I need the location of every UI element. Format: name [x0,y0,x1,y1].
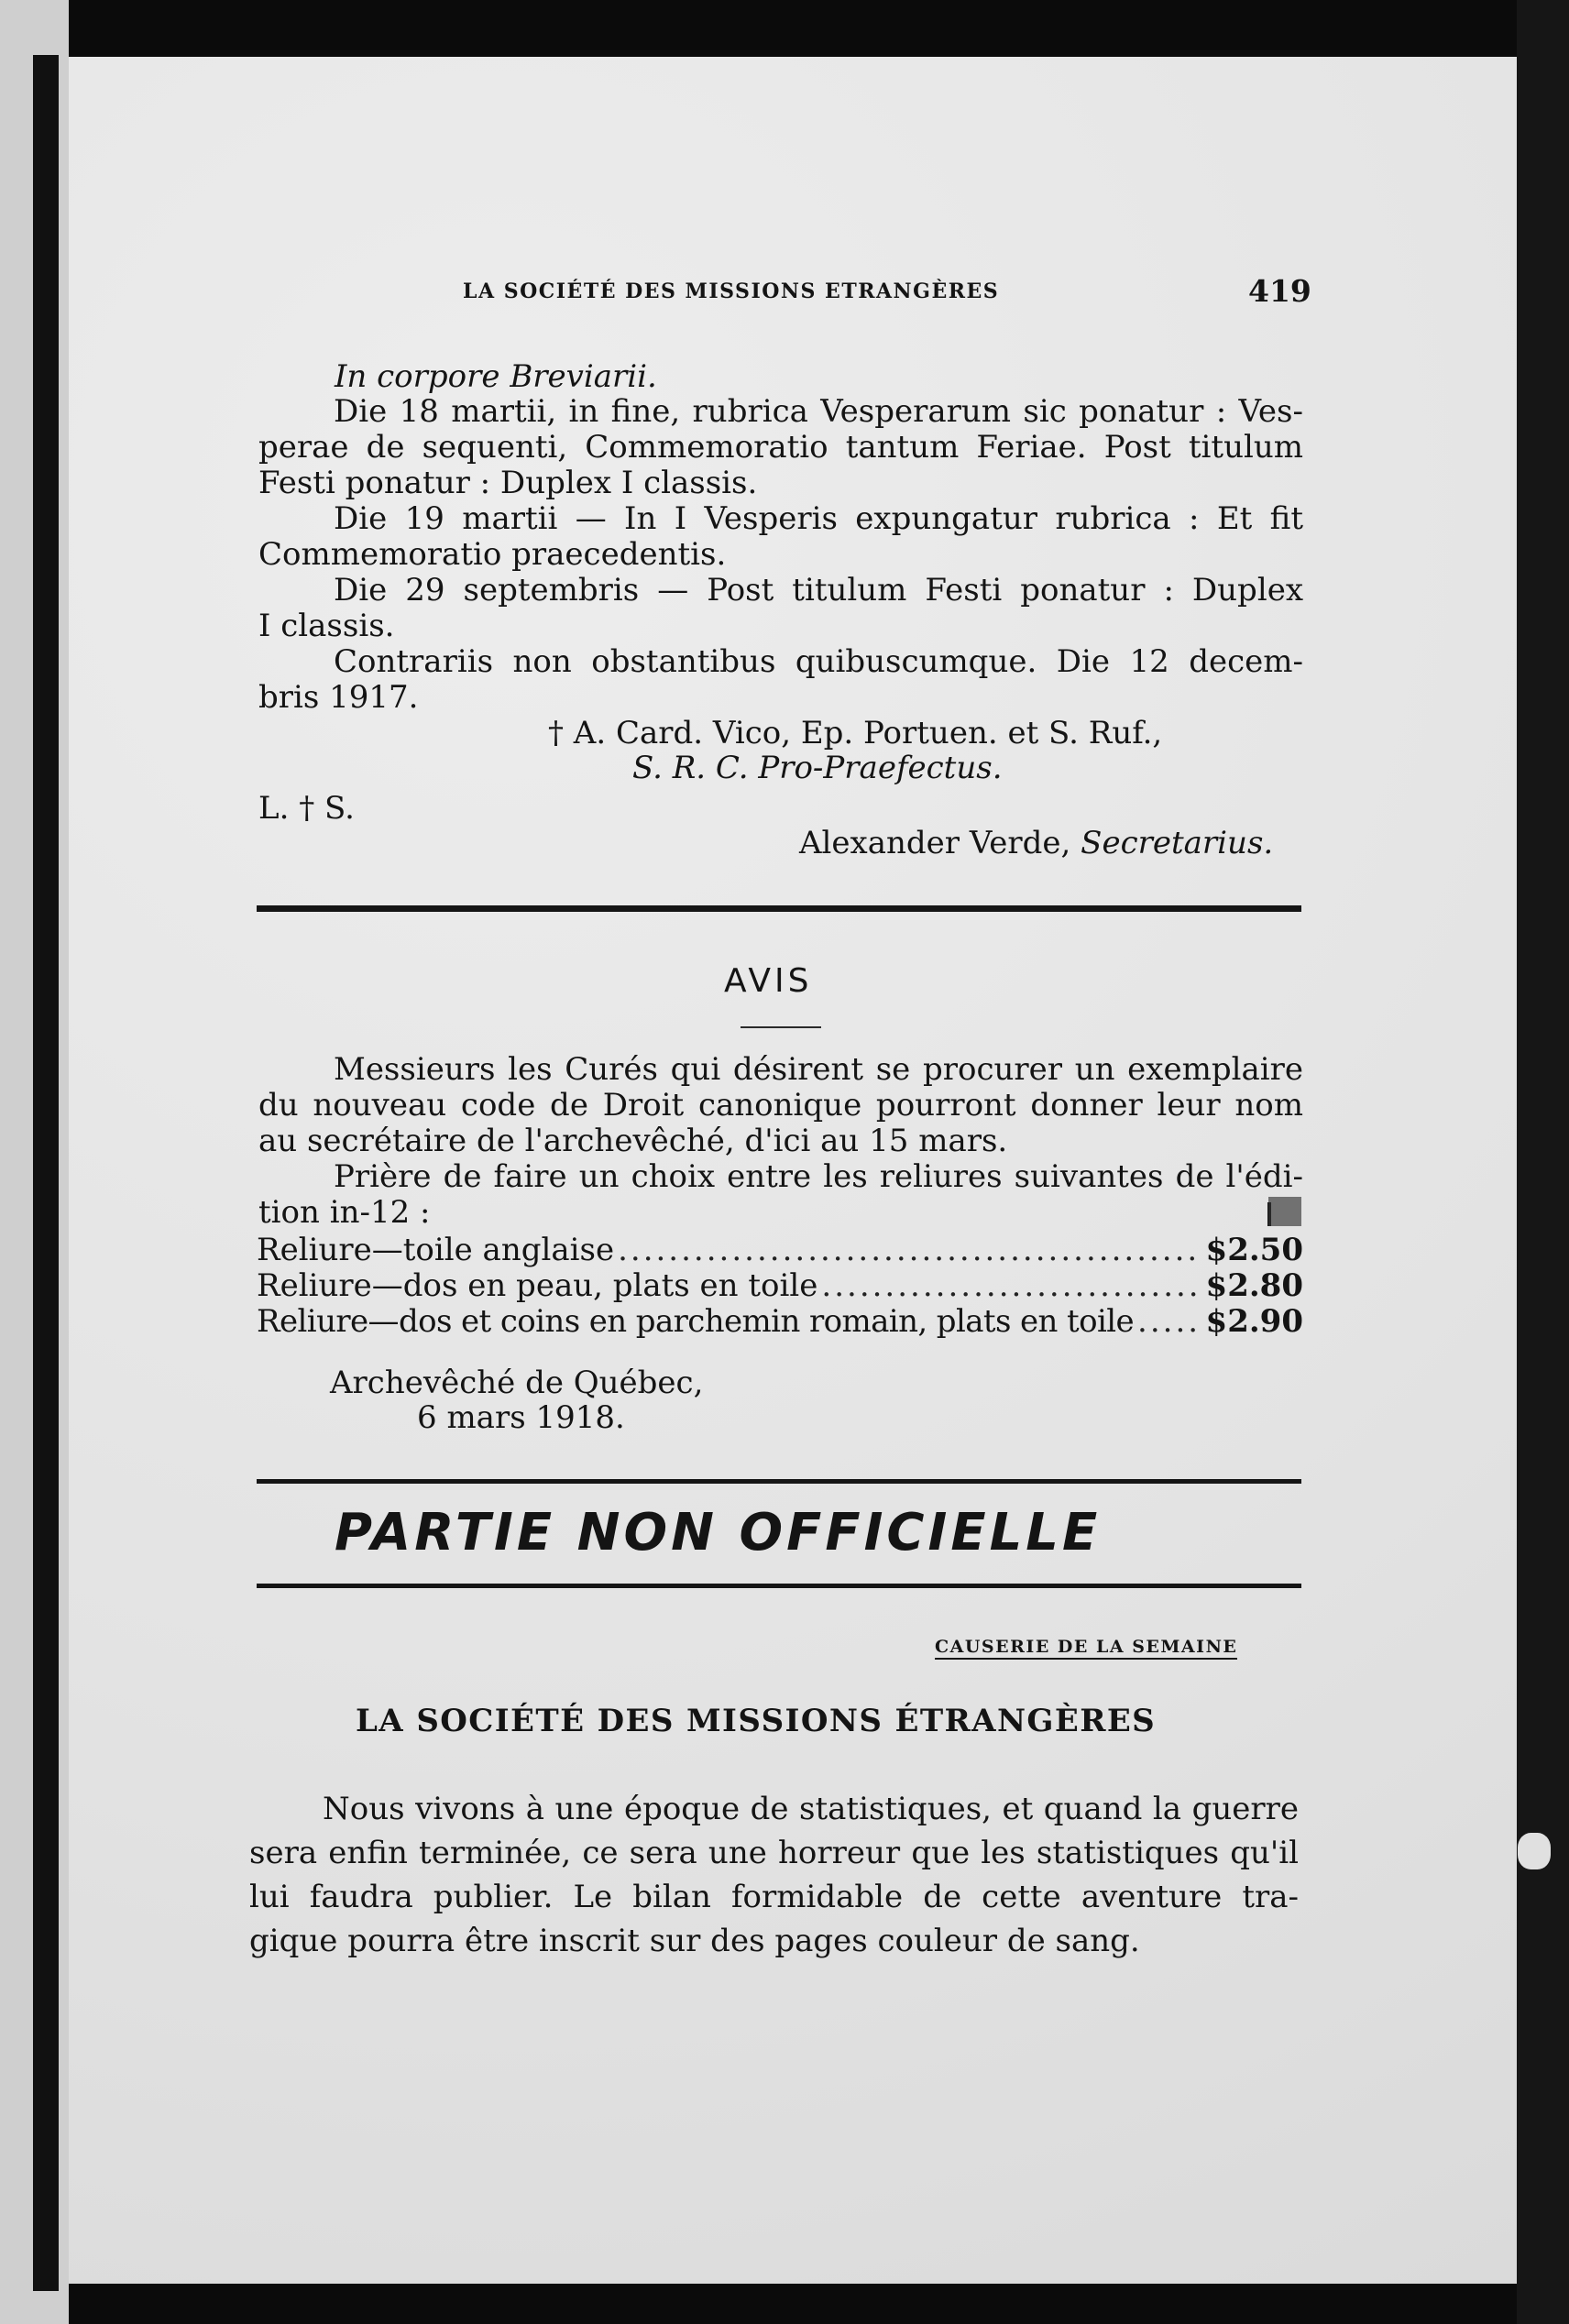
text-line: bris 1917. [258,679,419,716]
price-row [257,1233,1303,1268]
text-line: perae de sequenti, Commemoratio tantum Feriae. Post titulum [258,429,1303,466]
decree-paragraph [258,501,1303,573]
binding-price: $2.50 [1205,1232,1303,1268]
film-margin-right [1517,0,1569,2324]
decree-paragraph [258,644,1303,716]
section-divider [257,905,1301,912]
film-margin-left [0,0,69,2324]
secretary-signature [799,825,1273,861]
secretary-title: Secretarius. [1081,825,1274,861]
text-line: Messieurs les Curés qui désirent se procurer un exemplaire [334,1051,1303,1088]
dot-leader [1137,1304,1201,1340]
signatory-line: † A. Card. Vico, Ep. Portuen. et S. Ruf., [548,715,1163,751]
decree-body [258,394,1303,716]
text-line: Nous vivons à une époque de statistiques, et quand la guerre [323,1791,1299,1827]
text-line: I classis. [258,608,395,644]
secretary-name: Alexander Verde, [799,825,1071,861]
text-line: Die 29 septembris — Post titulum Festi ponatur : Duplex [334,572,1303,608]
section-divider [257,1584,1301,1588]
ink-blot [1268,1197,1301,1226]
article-body [249,1787,1299,1963]
film-edge [33,55,59,2291]
binding-label: Reliure—dos et coins en parchemin romain, plats en toile [257,1303,1135,1340]
text-line: Contrariis non obstantibus quibuscumque. Die 12 decem- [334,643,1303,680]
signatory-title: S. R. C. Pro-Praefectus. [632,750,1003,786]
decree-paragraph [258,394,1303,501]
section-banner: PARTIE NON OFFICIELLE [335,1503,1102,1562]
binding-price: $2.80 [1205,1267,1303,1304]
page-number: 419 [1248,273,1311,309]
decree-paragraph [258,573,1303,644]
text-line: gique pourra être inscrit sur des pages couleur de sang. [249,1923,1140,1959]
price-row [257,1304,1303,1340]
seal-mark: L. † S. [258,790,355,827]
avis-place: Archevêché de Québec, [330,1365,704,1401]
text-line: sera enfin terminée, ce sera une horreur que les statistiques qu'il [249,1835,1299,1871]
dot-leader [618,1233,1201,1268]
text-line: Die 19 martii — In I Vesperis expungatur rubrica : Et fit [334,500,1303,537]
article-title: LA SOCIÉTÉ DES MISSIONS ÉTRANGÈRES [356,1703,1157,1739]
text-line: Festi ponatur : Duplex I classis. [258,465,758,501]
binding-label: Reliure—toile anglaise [257,1232,615,1268]
decree-heading: In corpore Breviarii. [335,358,657,395]
binding-label: Reliure—dos en peau, plats en toile [257,1267,818,1304]
dot-leader [821,1268,1201,1304]
section-divider [257,1479,1301,1484]
text-line: lui faudra publier. Le bilan formidable de cette aventure tra- [249,1879,1299,1915]
film-blot [1518,1833,1551,1869]
text-line: Die 18 martii, in fine, rubrica Vesperarum sic ponatur : Ves- [334,393,1303,430]
binding-price: $2.90 [1205,1303,1303,1340]
text-line: Prière de faire un choix entre les reliures suivantes de l'édi- [334,1158,1303,1195]
text-line: au secrétaire de l'archevêché, d'ici au 15 mars. [258,1123,1008,1159]
column-label: CAUSERIE DE LA SEMAINE [935,1637,1237,1660]
binding-price-list [257,1233,1303,1340]
avis-title: AVIS [724,962,813,1000]
title-underline [741,1026,821,1028]
avis-date: 6 mars 1918. [417,1399,625,1436]
price-row [257,1268,1303,1304]
text-line: Commemoratio praecedentis. [258,536,727,573]
text-line: tion in-12 : [258,1194,431,1231]
text-line: du nouveau code de Droit canonique pourront donner leur nom [258,1087,1303,1124]
running-head: LA SOCIÉTÉ DES MISSIONS ETRANGÈRES [463,280,1000,303]
avis-body [258,1052,1303,1231]
